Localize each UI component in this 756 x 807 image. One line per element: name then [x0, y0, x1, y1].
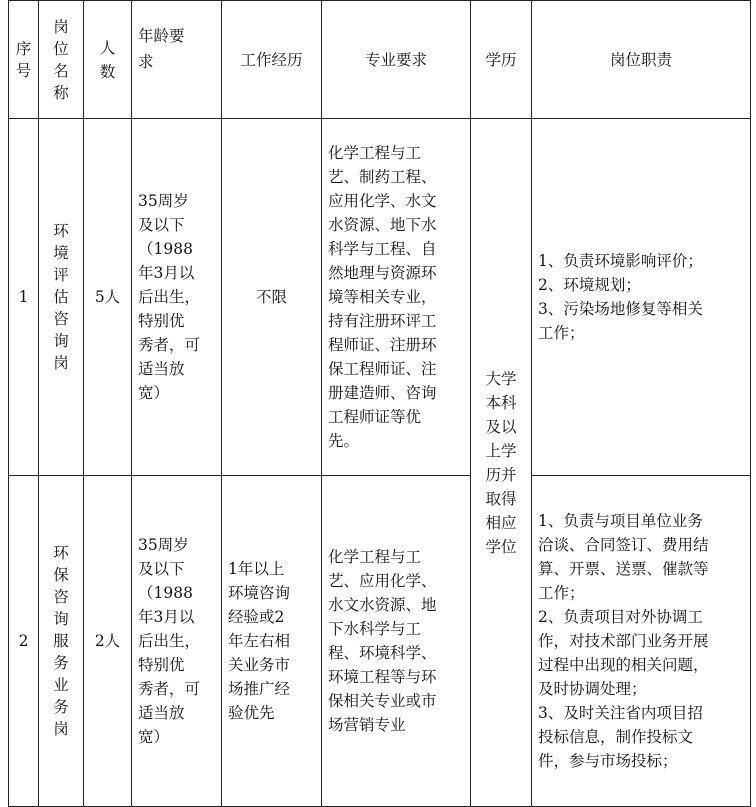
- age-line: 适当放: [138, 360, 185, 378]
- education-line: 上学: [485, 441, 517, 460]
- duty-line: 3、及时关注省内项目招: [538, 704, 703, 722]
- duty-line: 过程中出现的相关问题，: [538, 656, 709, 674]
- major-line: 下水科学与工: [328, 620, 422, 638]
- education-line: 及以: [485, 417, 517, 436]
- education-line: 本科: [485, 393, 517, 412]
- major-line: 艺、应用化学、: [328, 572, 437, 590]
- row1-count: 5人: [84, 119, 132, 476]
- header-count: 人数: [84, 1, 132, 119]
- duty-line: 算、开票、送票、催款等: [538, 560, 709, 578]
- row2-major: [322, 476, 471, 807]
- duty-line: 洽谈、合同签订、费用结: [538, 536, 709, 554]
- age-line: 适当放: [138, 704, 185, 722]
- major-line: 化学工程与工: [328, 144, 422, 162]
- major-line: 持有注册环评工: [328, 312, 437, 330]
- age-line: 及以下: [138, 216, 185, 234]
- major-line: 水资源、地下水: [328, 216, 437, 234]
- row1-duties: [532, 119, 751, 476]
- experience-line: 经验或2: [228, 608, 285, 626]
- row2-duties: [532, 476, 751, 807]
- table-row: [9, 119, 751, 476]
- experience-line: 环境咨询: [228, 584, 291, 602]
- duty-line: 2、环境规划；: [538, 276, 641, 294]
- age-line: （1988: [138, 240, 193, 258]
- duty-line: 投标信息，制作投标文: [538, 728, 694, 746]
- row1-age: [132, 119, 222, 476]
- duty-line: 1、负责环境影响评价；: [538, 252, 703, 270]
- row2-age: [132, 476, 222, 807]
- age-line: 宽）: [138, 728, 170, 746]
- major-line: 保工程师证、注: [328, 360, 437, 378]
- row1-experience: [222, 119, 322, 476]
- header-duties: 岗位职责: [532, 1, 751, 119]
- age-line: 35周岁: [138, 192, 189, 210]
- education-line: 历并: [485, 465, 517, 484]
- major-line: 水文水资源、地: [328, 596, 437, 614]
- major-line: 保相关专业或市: [328, 692, 437, 710]
- table-row: [9, 476, 751, 807]
- age-line: 宽）: [138, 384, 170, 402]
- major-line: 场营销专业: [328, 716, 406, 734]
- row2-count: 2人: [84, 476, 132, 807]
- header-experience: 工作经历: [222, 1, 322, 119]
- duty-line: 及时协调处理；: [538, 680, 647, 698]
- age-line: 特别优: [138, 312, 185, 330]
- duty-line: 作，对技术部门业务开展: [538, 632, 709, 650]
- duty-line: 工作；: [538, 584, 585, 602]
- row1-seq: 1: [9, 119, 39, 476]
- row1-name: 环境评估咨询岗: [39, 119, 84, 476]
- age-line: 及以下: [138, 560, 185, 578]
- age-line: 后出生，: [138, 632, 201, 650]
- row2-experience: [222, 476, 322, 807]
- education-line: 大学: [485, 369, 517, 388]
- major-line: 册建造师、咨询: [328, 384, 437, 402]
- major-line: 先。: [328, 432, 360, 450]
- education-line: 相应: [485, 513, 517, 532]
- major-line: 境等相关专业，: [328, 288, 437, 306]
- experience-line: 验优先: [228, 704, 275, 722]
- age-line: 特别优: [138, 656, 185, 674]
- row2-name: 环保咨询服务业务岗: [39, 476, 84, 807]
- row2-seq: 2: [9, 476, 39, 807]
- education-line: 取得: [485, 489, 517, 508]
- education-cell: [471, 119, 532, 807]
- major-line: 程、环境科学、: [328, 644, 437, 662]
- experience-line: 1年以上: [228, 560, 285, 578]
- recruitment-table: [8, 0, 751, 807]
- major-line: 程师证、注册环: [328, 336, 437, 354]
- major-line: 艺、制药工程、: [328, 168, 437, 186]
- duty-line: 件，参与市场投标；: [538, 752, 678, 770]
- age-line: 秀者，可: [138, 680, 201, 698]
- experience-line: 不限: [255, 288, 287, 306]
- major-line: 应用化学、水文: [328, 192, 437, 210]
- header-row: [9, 1, 751, 119]
- header-seq: 序号: [9, 1, 39, 119]
- experience-line: 场推广经: [228, 680, 291, 698]
- header-name: 岗位名称: [39, 1, 84, 119]
- major-line: 然地理与资源环: [328, 264, 437, 282]
- duty-line: 工作；: [538, 324, 585, 342]
- education-line: 学位: [485, 537, 517, 556]
- header-major: 专业要求: [322, 1, 471, 119]
- age-line: 35周岁: [138, 536, 189, 554]
- age-line: 年3月以: [138, 608, 195, 626]
- age-line: 后出生，: [138, 288, 201, 306]
- experience-line: 年左右相: [228, 632, 291, 650]
- duty-line: 2、负责项目对外协调工: [538, 608, 703, 626]
- header-education: 学历: [471, 1, 532, 119]
- duty-line: 1、负责与项目单位业务: [538, 512, 703, 530]
- major-line: 科学与工程、自: [328, 240, 437, 258]
- major-line: 工程师证等优: [328, 408, 422, 426]
- duty-line: 3、污染场地修复等相关: [538, 300, 703, 318]
- age-line: 秀者，可: [138, 336, 201, 354]
- major-line: 化学工程与工: [328, 548, 422, 566]
- header-age: 年龄要求: [132, 1, 222, 119]
- row1-major: [322, 119, 471, 476]
- age-line: 年3月以: [138, 264, 195, 282]
- major-line: 环境工程等与环: [328, 668, 437, 686]
- experience-line: 关业务市: [228, 656, 291, 674]
- age-line: （1988: [138, 584, 193, 602]
